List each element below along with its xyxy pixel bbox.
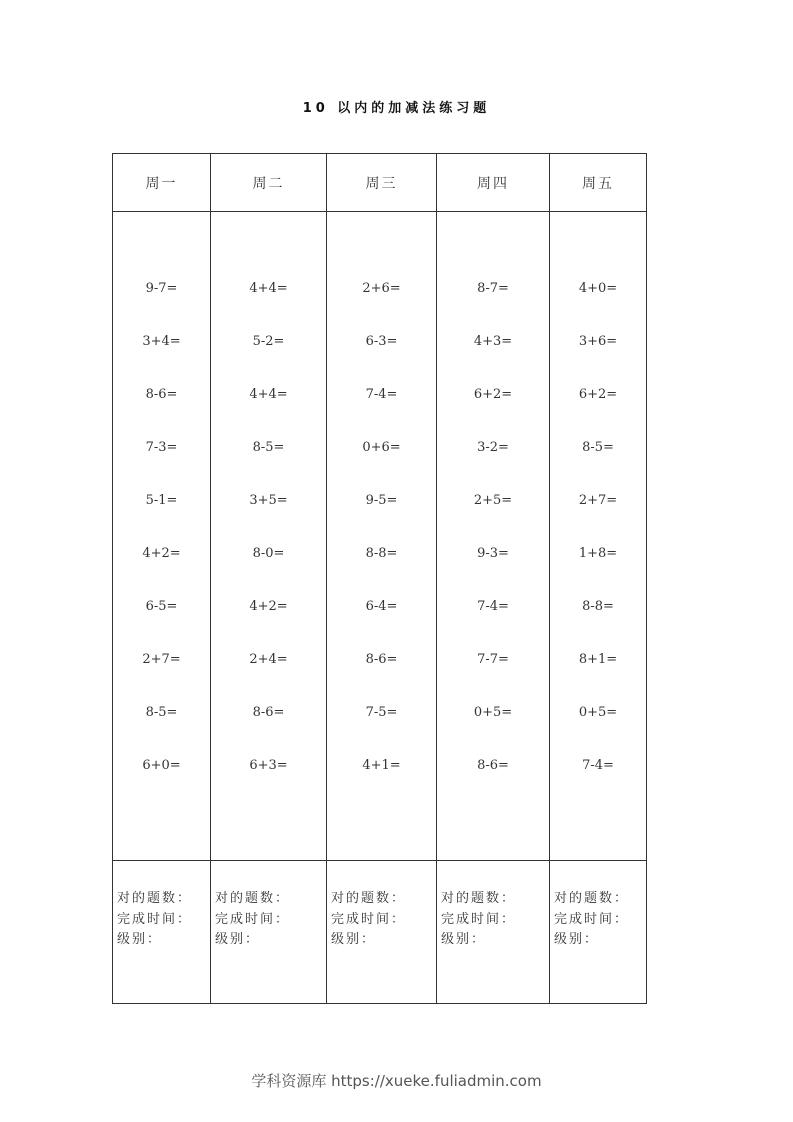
math-problem: 2+5= — [473, 493, 513, 508]
math-problem: 7-5= — [365, 705, 398, 720]
math-problem: 5-2= — [252, 334, 285, 349]
math-problem: 9-5= — [365, 493, 398, 508]
day-header-wednesday: 周三 — [327, 154, 437, 212]
math-problem: 3+4= — [142, 334, 181, 349]
math-problem: 8-6= — [252, 705, 285, 720]
math-problem: 8-6= — [477, 758, 509, 773]
math-problem: 8-5= — [582, 440, 614, 455]
math-problem: 8-8= — [365, 546, 398, 561]
stats-cell — [550, 861, 647, 1004]
math-problem: 2+7= — [142, 652, 181, 667]
math-problem: 6+2= — [578, 387, 618, 402]
completion-time-label: 完成时间： — [215, 911, 291, 927]
watermark-footer: 学科资源库 https://xueke.fuliadmin.com — [251, 1072, 542, 1090]
completion-time-label: 完成时间： — [117, 911, 193, 927]
math-problem: 3+6= — [578, 334, 618, 349]
stats-row — [113, 861, 647, 1004]
math-problem: 8-6= — [145, 387, 178, 402]
level-label: 级别： — [331, 932, 377, 947]
day-header-friday: 周五 — [550, 154, 647, 212]
math-problem: 4+0= — [578, 281, 618, 296]
math-problem: 7-4= — [477, 599, 509, 614]
level-label: 级别： — [215, 932, 261, 947]
level-label: 级别： — [117, 932, 163, 947]
problems-row — [113, 212, 647, 861]
problems-cell — [113, 212, 211, 861]
math-problem: 8-5= — [252, 440, 285, 455]
completion-time-label: 完成时间： — [331, 911, 407, 927]
completion-time-label: 完成时间： — [554, 911, 630, 927]
math-problem: 4+1= — [362, 758, 401, 773]
math-problem: 3+5= — [249, 493, 288, 508]
math-problem: 1+8= — [578, 546, 618, 561]
stats-cell — [437, 861, 550, 1004]
math-problem: 6+0= — [142, 758, 181, 773]
math-problem: 6+3= — [249, 758, 288, 773]
completion-time-label: 完成时间： — [441, 911, 517, 927]
math-problem: 4+4= — [249, 281, 288, 296]
problems-cell — [327, 212, 437, 861]
problems-cell — [437, 212, 550, 861]
math-problem: 4+4= — [249, 387, 288, 402]
level-label: 级别： — [554, 932, 600, 947]
correct-count-label: 对的题数： — [554, 891, 630, 906]
level-label: 级别： — [441, 932, 487, 947]
math-problem: 2+4= — [249, 652, 288, 667]
math-problem: 8-8= — [582, 599, 614, 614]
math-problem: 6-5= — [145, 599, 178, 614]
stats-cell — [327, 861, 437, 1004]
correct-count-label: 对的题数： — [441, 891, 517, 906]
math-problem: 8+1= — [578, 652, 618, 667]
math-problem: 3-2= — [477, 440, 509, 455]
problems-cell — [550, 212, 647, 861]
math-problem: 2+6= — [362, 281, 401, 296]
correct-count-label: 对的题数： — [117, 891, 193, 906]
day-header-tuesday: 周二 — [211, 154, 327, 212]
math-problem: 5-1= — [145, 493, 178, 508]
math-problem: 7-7= — [477, 652, 509, 667]
math-problem: 8-6= — [365, 652, 398, 667]
header-row — [113, 154, 647, 212]
math-problem: 0+6= — [362, 440, 401, 455]
correct-count-label: 对的题数： — [331, 891, 407, 906]
math-problem: 0+5= — [578, 705, 618, 720]
day-header-thursday: 周四 — [437, 154, 550, 212]
math-problem: 7-3= — [145, 440, 178, 455]
math-problem: 4+3= — [473, 334, 513, 349]
math-problem: 6-4= — [365, 599, 398, 614]
stats-cell — [211, 861, 327, 1004]
correct-count-label: 对的题数： — [215, 891, 291, 906]
day-header-monday: 周一 — [113, 154, 211, 212]
math-problem: 9-3= — [477, 546, 509, 561]
math-problem: 9-7= — [145, 281, 178, 296]
problems-cell — [211, 212, 327, 861]
math-problem: 7-4= — [582, 758, 614, 773]
stats-cell — [113, 861, 211, 1004]
worksheet-table — [112, 153, 647, 1004]
math-problem: 8-5= — [145, 705, 178, 720]
worksheet-title: 10 以内的加减法练习题 — [302, 101, 491, 116]
math-problem: 6-3= — [365, 334, 398, 349]
math-problem: 0+5= — [473, 705, 513, 720]
math-problem: 4+2= — [249, 599, 288, 614]
math-problem: 6+2= — [473, 387, 513, 402]
math-problem: 4+2= — [142, 546, 181, 561]
math-problem: 8-7= — [477, 281, 509, 296]
math-problem: 8-0= — [252, 546, 285, 561]
math-problem: 7-4= — [365, 387, 398, 402]
math-problem: 2+7= — [578, 493, 618, 508]
